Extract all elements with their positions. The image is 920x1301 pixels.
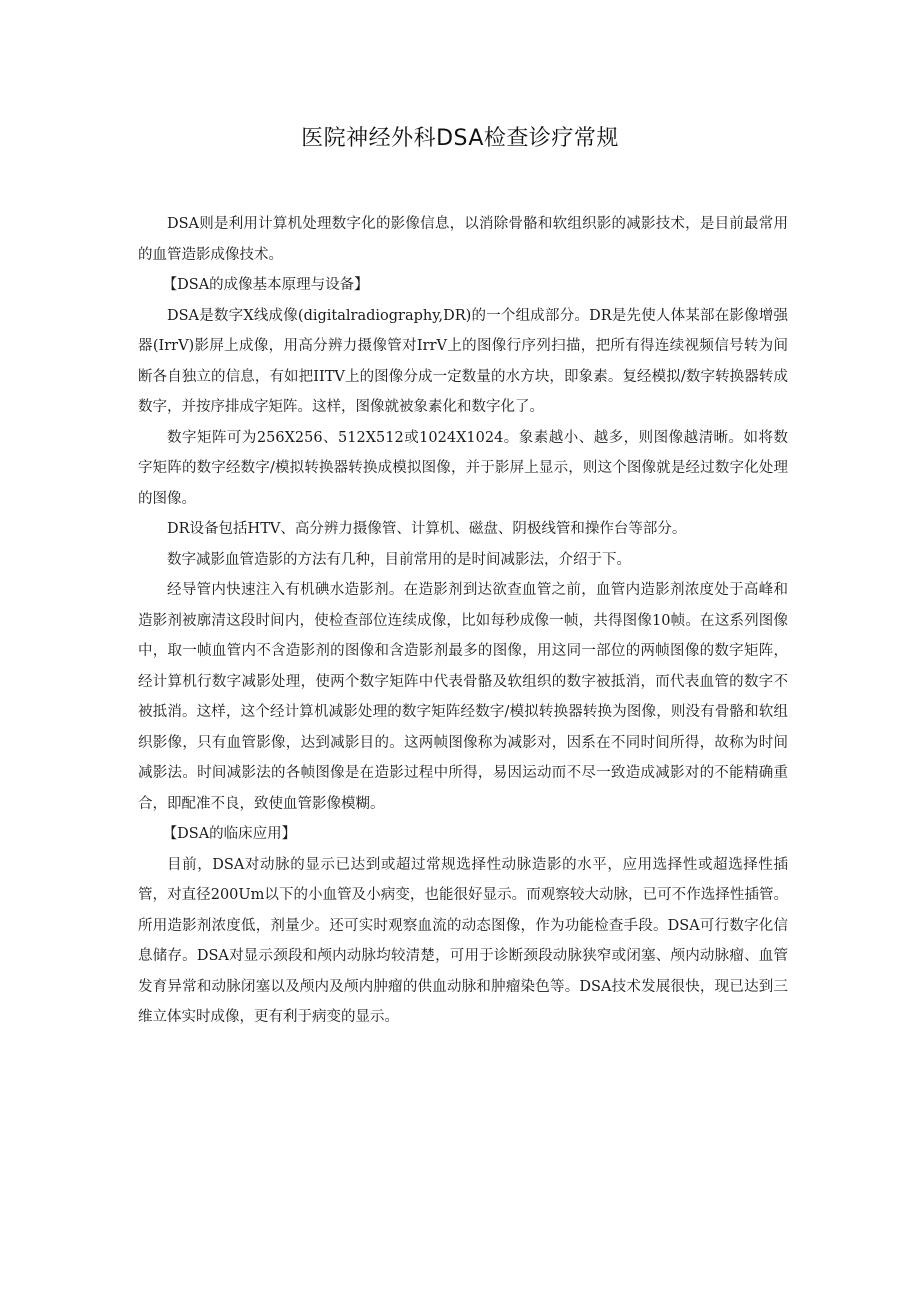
section-heading-principle: 【DSA的成像基本原理与设备】 [162, 277, 369, 293]
principle-paragraph: DSA是数字X线成像(digitalradiography,DR)的一个组成部分。DR是先使人体某部在影像增强器(IrrV)影屏上成像，用高分辨力摄像管对IrrV上的图像行序列扫描，把所有得连续视频信号转为间断各自独立的信息，有如把IITV上的图像分成一定数量的水方块，即象素。复经模拟/数字转换器转成数字，并按序排成字矩阵。这样，图像就被象素化和数字化了。 [138, 307, 788, 415]
methods-paragraph: 数字减影血管造影的方法有几种，目前常用的是时间减影法，介绍于下。 [167, 551, 631, 568]
document-title: 医院神经外科DSA检查诊疗常规 [301, 126, 619, 151]
section-heading-clinical: 【DSA的临床应用】 [162, 826, 297, 842]
equipment-paragraph: DR设备包括HTV、高分辨力摄像管、计算机、磁盘、阴极线管和操作台等部分。 [167, 521, 687, 537]
document-body [138, 209, 788, 1033]
matrix-paragraph: 数字矩阵可为256X256、512X512或1024X1024。象素越小、越多，则图像越清晰。如将数字矩阵的数字经数字/模拟转换器转换成模拟图像，并于影屏上显示，则这个图像就是经过数字化处理的图像。 [138, 429, 788, 507]
clinical-paragraph: 目前，DSA对动脉的显示已达到或超过常规选择性动脉造影的水平，应用选择性或超选择性插管，对直径200Um以下的小血管及小病变，也能很好显示。而观察较大动脉，已可不作选择性插管。所用造影剂浓度低，剂量少。还可实时观察血流的动态图像，作为功能检查手段。DSA可行数字化信息储存。DSA对显示颈段和颅内动脉均较清楚，可用于诊断颈段动脉狭窄或闭塞、颅内动脉瘤、血管发育异常和动脉闭塞以及颅内及颅内肿瘤的供血动脉和肿瘤染色等。DSA技术发展很快，现已达到三维立体实时成像，更有利于病变的显示。 [138, 856, 788, 1025]
intro-paragraph: DSA则是利用计算机处理数字化的影像信息，以消除骨骼和软组织影的减影技术，是目前最常用的血管造影成像技术。 [138, 216, 788, 263]
time-subtraction-paragraph: 经导管内快速注入有机碘水造影剂。在造影剂到达欲查血管之前，血管内造影剂浓度处于高峰和造影剂被廓清这段时间内，使检查部位连续成像，比如每秒成像一帧，共得图像10帧。在这系列图像中，取一帧血管内不含造影剂的图像和含造影剂最多的图像，用这同一部位的两帧图像的数字矩阵，经计算机行数字减影处理，使两个数字矩阵中代表骨骼及软组织的数字被抵消，而代表血管的数字不被抵消。这样，这个经计算机减影处理的数字矩阵经数字/模拟转换器转换为图像，则没有骨骼和软组织影像，只有血管影像，达到减影目的。这两帧图像称为减影对，因系在不同时间所得，故称为时间减影法。时间减影法的各帧图像是在造影过程中所得，易因运动而不尽一致造成减影对的不能精确重合，即配准不良，致使血管影像模糊。 [138, 582, 788, 812]
